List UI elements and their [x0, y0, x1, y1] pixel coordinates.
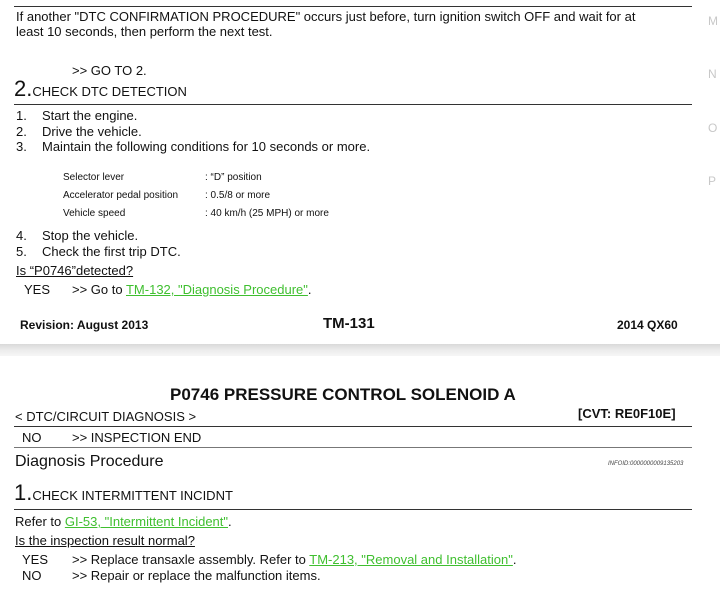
list-item-text: Drive the vehicle.	[42, 124, 142, 139]
no-label: NO	[22, 430, 42, 445]
yes-result: >> Replace transaxle assembly. Refer to TM-213, "Removal and Installation".	[72, 552, 517, 567]
yes-result: >> Go to TM-132, "Diagnosis Procedure".	[72, 282, 312, 297]
condition-label: Selector lever	[63, 172, 125, 183]
side-letter: O	[708, 121, 718, 135]
yes-label: YES	[24, 282, 51, 297]
yes-label: YES	[22, 552, 49, 567]
footer-model: 2014 QX60	[617, 318, 678, 332]
diagnosis-procedure-link[interactable]: TM-132, "Diagnosis Procedure"	[125, 282, 308, 297]
list-item: 3.	[16, 139, 27, 154]
list-item-text: Check the first trip DTC.	[42, 244, 181, 259]
list-item: 5.	[16, 244, 27, 259]
side-letter: P	[708, 174, 717, 188]
condition-label: Accelerator pedal position	[63, 190, 179, 201]
section-rule	[14, 426, 692, 427]
question: Is the inspection result normal?	[15, 533, 195, 548]
intro-line-1: If another "DTC CONFIRMATION PROCEDURE" occurs just before, turn ignition switch OFF and wait for at	[16, 9, 636, 24]
top-rule	[14, 6, 692, 7]
divider	[14, 447, 692, 448]
list-item-text: Maintain the following conditions for 10 seconds or more.	[42, 139, 371, 154]
step-number: 1.	[14, 480, 33, 505]
step-1-rule	[14, 509, 692, 510]
side-letter: M	[708, 14, 718, 28]
step-2-rule	[14, 104, 692, 105]
no-result: >> INSPECTION END	[72, 430, 202, 445]
step-title: CHECK INTERMITTENT INCIDNT	[32, 488, 233, 503]
goto-step-2: >> GO TO 2.	[72, 63, 147, 78]
list-item: 1.	[16, 108, 27, 123]
list-item: 4.	[16, 228, 27, 243]
step-title: CHECK DTC DETECTION	[32, 84, 187, 99]
condition-value: : 0.5/8 or more	[205, 190, 271, 201]
step-number: 2.	[14, 76, 33, 101]
step-2-heading	[14, 76, 187, 102]
list-item: 2.	[16, 124, 27, 139]
procedure-title: Diagnosis Procedure	[15, 453, 164, 470]
step-1-heading	[14, 480, 233, 506]
side-letter: N	[708, 67, 717, 81]
transmission-code: [CVT: RE0F10E]	[578, 406, 676, 421]
condition-label: Vehicle speed	[63, 208, 126, 219]
removal-installation-link[interactable]: TM-213, "Removal and Installation"	[309, 552, 513, 567]
section-breadcrumb: < DTC/CIRCUIT DIAGNOSIS >	[15, 409, 197, 424]
no-result: >> Repair or replace the malfunction items.	[72, 568, 321, 583]
refer-line: Refer to GI-53, "Intermittent Incident".	[15, 514, 232, 529]
list-item-text: Stop the vehicle.	[42, 228, 139, 243]
intermittent-incident-link[interactable]: GI-53, "Intermittent Incident"	[64, 514, 229, 529]
page-title: P0746 PRESSURE CONTROL SOLENOID A	[170, 385, 516, 404]
footer-page-number: TM-131	[323, 315, 375, 332]
list-item-text: Start the engine.	[42, 108, 138, 123]
no-label: NO	[22, 568, 42, 583]
info-id: INFOID:0000000009135203	[608, 461, 684, 467]
page-separator	[0, 344, 720, 356]
condition-value: : 40 km/h (25 MPH) or more	[205, 208, 329, 219]
condition-value: : “D” position	[205, 172, 262, 183]
footer-revision: Revision: August 2013	[20, 318, 149, 332]
question: Is “P0746”detected?	[16, 263, 134, 278]
intro-line-2: least 10 seconds, then perform the next test.	[16, 24, 273, 39]
